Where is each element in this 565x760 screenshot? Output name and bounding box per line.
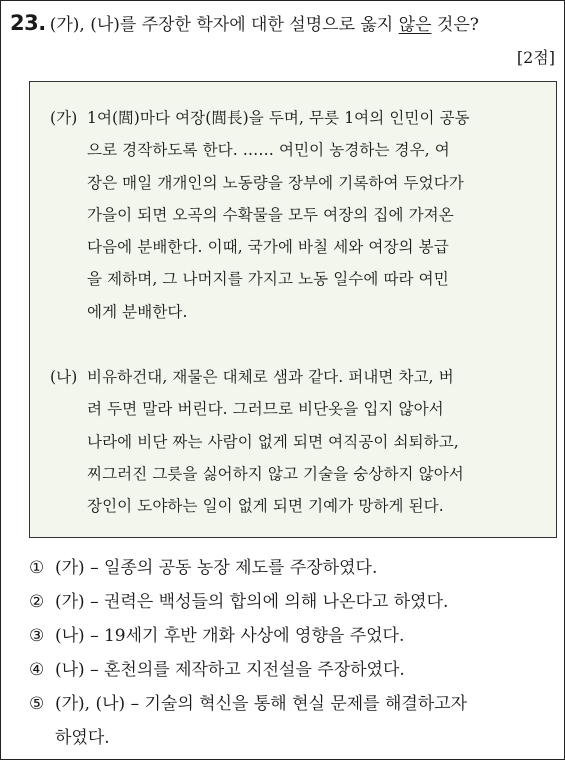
- choice-1[interactable]: [29, 551, 377, 585]
- passage-line: 가을이 되면 오곡의 수확물을 모두 여장의 집에 가져온: [87, 205, 454, 224]
- question-stem: [10, 9, 556, 39]
- choice-5[interactable]: [29, 687, 467, 755]
- choice-mark: ④: [29, 660, 45, 680]
- choice-text: (가), (나) – 기술의 혁신을 통해 현실 문제를 해결하고자: [55, 694, 468, 714]
- passage-line-text: 1여(閭)마다 여장(閭長)을 두며, 무릇 1여의 인민이 공동: [87, 109, 470, 127]
- passage-line: 려 두면 말라 버린다. 그러므로 비단옷을 입지 않아서: [87, 400, 444, 419]
- passage-line: [50, 102, 546, 134]
- passage-line: 에게 분배한다.: [87, 302, 188, 321]
- choice-text-continued: 하였다.: [55, 728, 110, 748]
- passage-line: 으로 경작하도록 한다. …… 여민이 농경하는 경우, 여: [87, 141, 450, 160]
- question-underlined-word: 않은: [398, 15, 432, 35]
- choice-4[interactable]: [29, 653, 405, 687]
- passage-line: 나라에 비단 짜는 사람이 없게 되면 여직공이 쇠퇴하고,: [87, 432, 459, 451]
- passage-line: 찌그러진 그릇을 싫어하지 않고 기술을 숭상하지 않아서: [87, 464, 464, 483]
- passage-na: [50, 361, 546, 522]
- passage-line-text: 비유하건대, 재물은 대체로 샘과 같다. 퍼내면 차고, 버: [87, 368, 454, 386]
- passage-label: (나): [50, 368, 78, 386]
- choice-text: (나) – 혼천의를 제작하고 지전설을 주장하였다.: [55, 660, 405, 680]
- choice-mark: ①: [29, 558, 45, 578]
- passage-line: 다음에 분배한다. 이때, 국가에 바칠 세와 여장의 봉급: [87, 238, 449, 257]
- choice-2[interactable]: [29, 585, 448, 619]
- passage-label: (가): [50, 109, 78, 127]
- passage-box: [29, 81, 557, 538]
- choice-mark: ②: [29, 592, 45, 612]
- choice-text: (가) – 권력은 백성들의 합의에 의해 나온다고 하였다.: [55, 592, 449, 612]
- question-number: 23.: [10, 11, 46, 35]
- choice-text: (나) – 19세기 후반 개화 사상에 영향을 주었다.: [55, 626, 405, 646]
- question-text-end: 것은?: [431, 15, 479, 35]
- question-points: [2점]: [516, 48, 555, 67]
- choice-text: (가) – 일종의 공동 농장 제도를 주장하였다.: [55, 558, 378, 578]
- question-text: (가), (나)를 주장한 학자에 대한 설명으로 옳지: [49, 15, 399, 35]
- passage-line: 장은 매일 개개인의 노동량을 장부에 기록하여 두었다가: [87, 173, 464, 192]
- choice-3[interactable]: [29, 619, 404, 653]
- passage-line: [50, 361, 546, 393]
- choice-mark: ③: [29, 626, 45, 646]
- choice-mark: ⑤: [29, 694, 45, 714]
- passage-ga: [50, 102, 546, 328]
- passage-line: 을 제하며, 그 나머지를 가지고 노동 일수에 따라 여민: [87, 270, 449, 289]
- passage-line: 장인이 도야하는 일이 없게 되면 기예가 망하게 된다.: [87, 497, 444, 516]
